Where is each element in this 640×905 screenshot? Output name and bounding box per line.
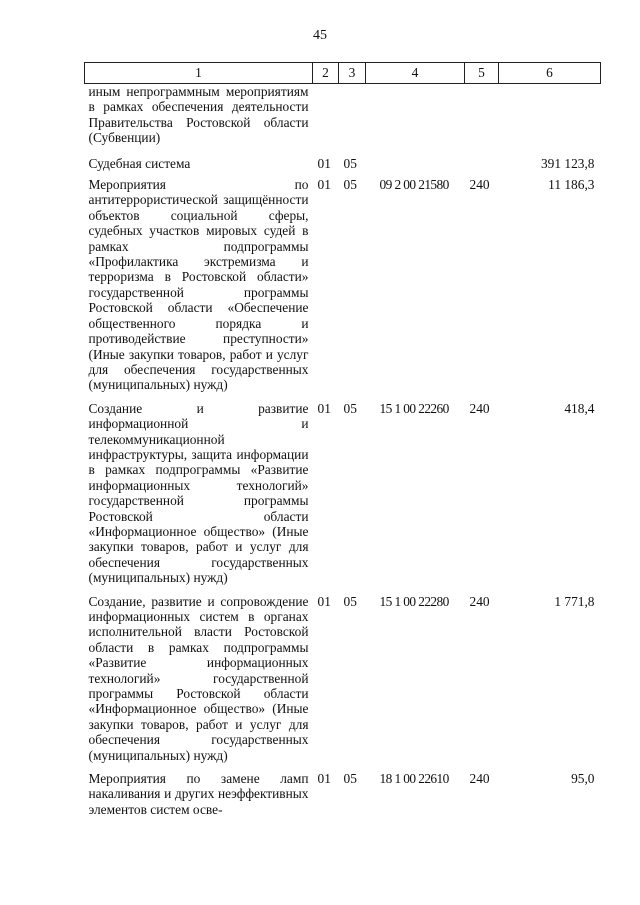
row-section: 01: [317, 177, 331, 193]
row-subsection: [339, 84, 366, 156]
header-col-2: 2: [313, 63, 339, 84]
table-row: [85, 594, 601, 771]
header-col-6: 6: [499, 63, 601, 84]
row-section: 01: [317, 400, 331, 416]
row-target-code: 15 1 00 22260: [379, 400, 449, 416]
row-subsection: 05: [343, 593, 357, 609]
row-expense-type: 240: [469, 400, 490, 416]
row-target-code: 09 2 00 21580: [379, 177, 449, 193]
row-expense-type: [465, 84, 499, 156]
table-row: [85, 84, 601, 156]
row-section: 01: [317, 771, 331, 787]
row-name: иным непрограммным мероприятиям в рамках обеспечения деятельности Правительства Ростовской области (Субвенции): [88, 84, 309, 146]
row-section: 01: [317, 155, 331, 171]
row-subsection: 05: [343, 400, 357, 416]
page-number: 45: [313, 28, 327, 43]
table-row: [85, 401, 601, 594]
table-row: [85, 771, 601, 817]
header-col-5: 5: [465, 63, 499, 84]
row-section: [313, 84, 339, 156]
row-target-code: 18 1 00 22610: [379, 771, 449, 787]
row-name: Создание, развитие и сопровождение информационных систем в органах исполнительной власти Ростовской области в рамках подпрограммы «Развитие информационных технологий» государственной программы Ростовской области «Информационное общество» (Иные закупки товаров, работ и услуг для обеспечения государственных (муниципальных) нужд): [88, 593, 309, 763]
row-expense-type: [465, 156, 499, 177]
row-name: Судебная система: [88, 155, 191, 171]
row-amount: 418,4: [564, 400, 595, 416]
row-subsection: 05: [343, 155, 357, 171]
row-amount: 11 186,3: [548, 177, 595, 193]
header-col-1: 1: [85, 63, 313, 84]
row-name: Создание и развитие информационной и телекоммуникационной инфраструктуры, защита информации в рамках подпрограммы «Развитие информационных технологий» государственной программы Ростовской области «Информационное общество» (Иные закупки товаров, работ и услуг для обеспечения государственных (муниципальных) нужд): [88, 400, 309, 586]
table-row: [85, 177, 601, 401]
row-expense-type: 240: [469, 177, 490, 193]
row-target-code: 15 1 00 22280: [379, 593, 449, 609]
row-subsection: 05: [343, 771, 357, 787]
row-amount: 95,0: [571, 771, 595, 787]
table-header: [85, 63, 601, 84]
header-col-4: 4: [366, 63, 465, 84]
row-target-code: [366, 156, 465, 177]
header-col-3: 3: [339, 63, 366, 84]
table-body: [85, 84, 601, 818]
budget-table: [84, 62, 601, 817]
row-name: Мероприятия по замене ламп накаливания и других неэффективных элементов систем осве-: [88, 771, 309, 817]
table-row: [85, 156, 601, 177]
row-name: Мероприятия по антитеррористической защищённости объектов социальной сферы, судебных участков мировых судей в рамках подпрограммы «Профилактика экстремизма и терроризма в Ростовской области» государственной программы Ростовской области «Обеспечение общественного порядка и противодействие преступности» (Иные закупки товаров, работ и услуг для обеспечения государственных (муниципальных) нужд): [88, 177, 309, 393]
row-subsection: 05: [343, 177, 357, 193]
row-expense-type: 240: [469, 771, 490, 787]
row-amount: [499, 84, 601, 156]
row-expense-type: 240: [469, 593, 490, 609]
row-amount: 391 123,8: [540, 155, 595, 171]
row-target-code: [366, 84, 465, 156]
header-row: [85, 63, 601, 84]
row-section: 01: [317, 593, 331, 609]
row-amount: 1 771,8: [554, 593, 595, 609]
